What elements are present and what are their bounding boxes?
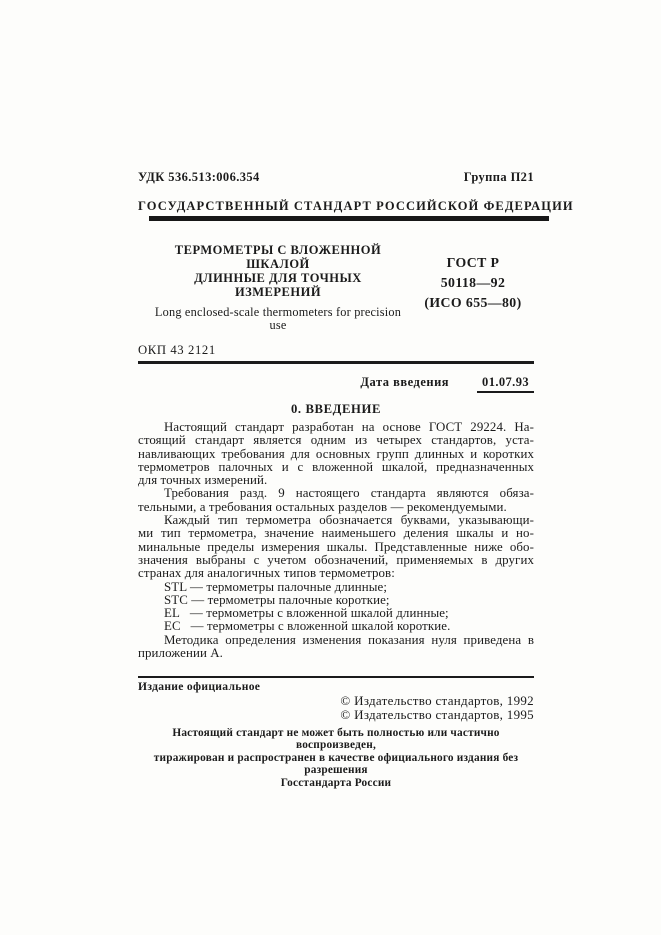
paragraph-line: для точных измерений.	[138, 473, 268, 488]
paragraph-line: навливающих требования для основных групп длинных и коротких	[138, 446, 534, 461]
paragraph-line: значения выбраны с учетом обозначений, применяемых в других	[138, 552, 534, 567]
okp-code: ОКП 43 2121	[138, 343, 216, 357]
group-code: Группа П21	[463, 170, 534, 184]
paragraph-line: Требования разд. 9 настоящего стандарта являются обяза-	[164, 486, 534, 501]
notice-line: тиражирован и распространен в качестве официального издания без разрешения	[153, 751, 519, 777]
document-title-line1: ТЕРМОМЕТРЫ С ВЛОЖЕННОЙ ШКАЛОЙ	[174, 243, 382, 271]
designation-line1: ГОСТ Р	[446, 255, 500, 270]
standard-designation	[412, 243, 534, 332]
document-title	[152, 243, 404, 299]
page-content	[138, 170, 574, 789]
paragraph-line: приложении А.	[138, 646, 224, 661]
udk-code: УДК 536.513:006.354	[138, 170, 260, 184]
paragraph-line: EL — термометры с вложенной шкалой длинные;	[164, 606, 449, 621]
classification-row	[138, 170, 534, 185]
document-title-english: Long enclosed-scale thermometers for precision use	[154, 305, 402, 332]
notice-line: Госстандарта России	[280, 776, 392, 789]
date-label: Дата введения	[360, 375, 450, 389]
title-block	[138, 243, 534, 332]
paragraph-line: ми тип термометра, значение наименьшего деления шкалы и но-	[138, 526, 534, 541]
paragraph-line: термометров палочных и с вложенной шкалой, предназначенных	[138, 459, 534, 474]
document-title-line2: ДЛИННЫЕ ДЛЯ ТОЧНЫХ ИЗМЕРЕНИЙ	[194, 271, 362, 299]
official-edition-label: Издание официальное	[138, 680, 261, 694]
paragraph-line: тельными, а требования остальных разделов — рекомендуемыми.	[138, 499, 507, 514]
state-standard-header: ГОСУДАРСТВЕННЫЙ СТАНДАРТ РОССИЙСКОЙ ФЕДЕРАЦИИ	[138, 199, 574, 213]
date-value: 01.07.93	[477, 375, 534, 393]
copyright-block	[138, 694, 534, 722]
header-divider-bar	[149, 216, 549, 221]
paragraph-line: странах для аналогичных типов термометров:	[138, 566, 395, 581]
paragraph-line: STC — термометры палочные короткие;	[164, 592, 390, 607]
footer-rule	[138, 676, 534, 678]
reproduction-notice	[138, 727, 534, 789]
paragraph-line: Настоящий стандарт разработан на основе ГОСТ 29224. На-	[164, 420, 534, 434]
title-column	[152, 243, 404, 332]
copyright-line-1995: © Издательство стандартов, 1995	[340, 707, 534, 723]
notice-line: Настоящий стандарт не может быть полностью или частично воспроизведен,	[172, 726, 500, 752]
introduction-date-row	[138, 375, 534, 393]
designation-line3: (ИСО 655—80)	[424, 295, 522, 310]
section-heading: 0. ВВЕДЕНИЕ	[290, 402, 382, 416]
copyright-line-1992: © Издательство стандартов, 1992	[340, 693, 534, 709]
paragraph-line: EC — термометры с вложенной шкалой короткие.	[164, 619, 451, 634]
paragraph-line: минальные пределы измерения шкалы. Представленные ниже обо-	[138, 539, 534, 554]
paragraph-line: STL — термометры палочные длинные;	[164, 579, 388, 594]
paragraph-line: Методика определения изменения показания нуля приведена в	[164, 632, 534, 647]
horizontal-rule	[138, 361, 534, 364]
paragraph-line: Каждый тип термометра обозначается буквами, указывающи-	[164, 513, 534, 528]
body-text	[138, 421, 534, 660]
designation-line2: 50118—92	[440, 275, 506, 290]
paragraph-line: стоящий стандарт является одним из четырех стандартов, уста-	[138, 433, 534, 448]
